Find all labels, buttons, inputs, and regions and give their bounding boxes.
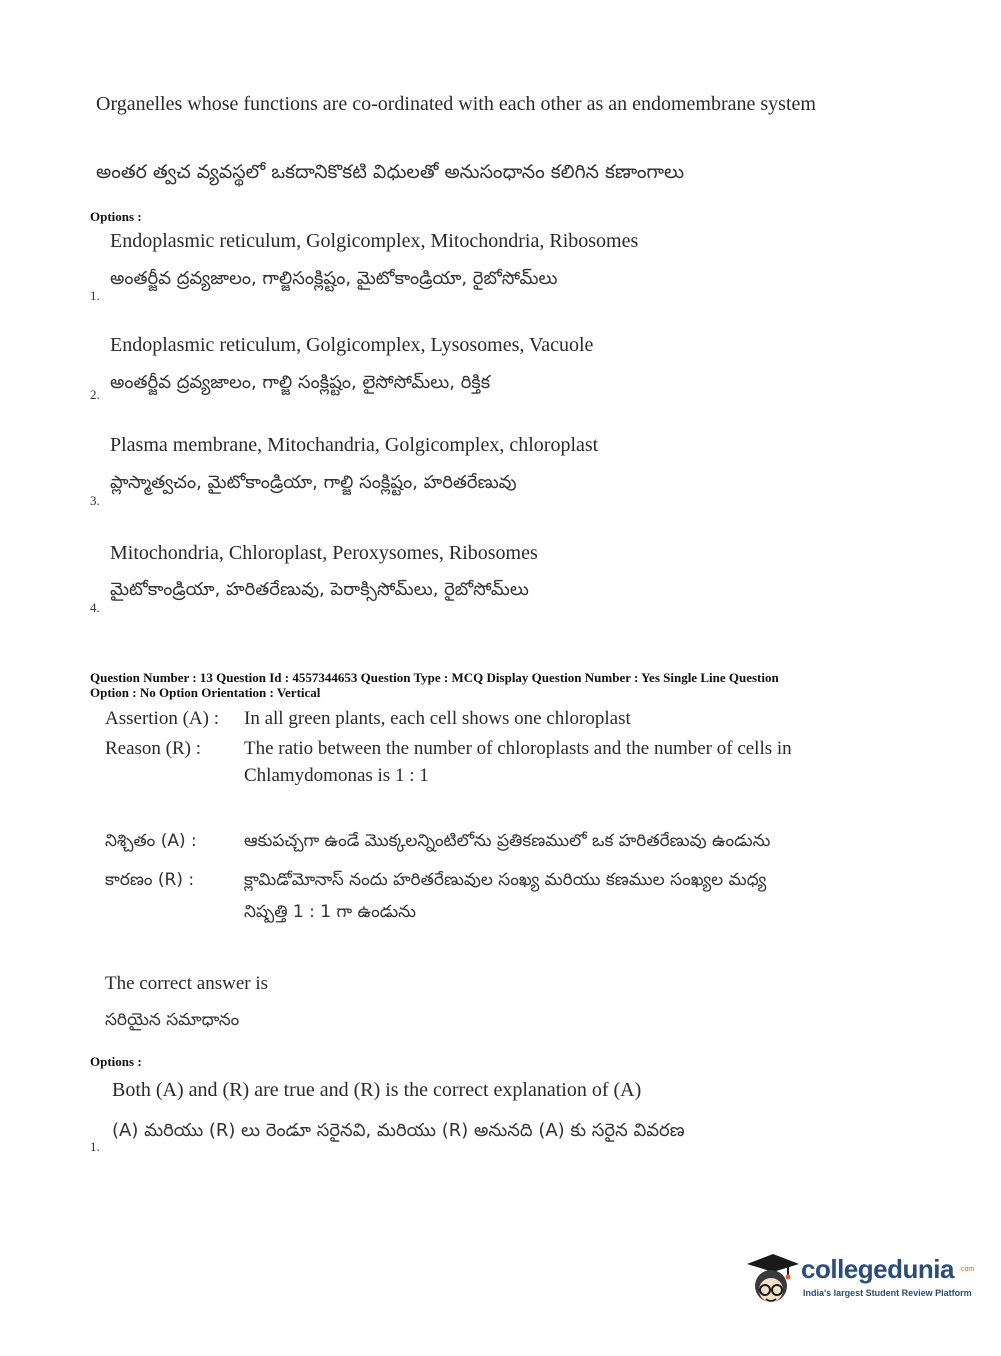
question-meta-line2: Option : No Option Orientation : Vertical <box>90 685 321 700</box>
collegedunia-logo <box>743 1250 973 1310</box>
option-number: 2. <box>90 387 100 402</box>
assertion-label: Assertion (A) : <box>105 708 219 729</box>
option-text-en: Plasma membrane, Mitochandria, Golgicomplex, chloroplast <box>110 434 599 456</box>
option-text-en: Endoplasmic reticulum, Golgicomplex, Lysosomes, Vacuole <box>110 334 594 356</box>
question-text-te: అంతర త్వచ వ్యవస్థలో ఒకదానికొకటి విధులతో అనుసంధానం కలిగిన కణాంగాలు <box>96 161 685 183</box>
options-label: Options : <box>90 209 142 224</box>
logo-tagline: India's largest Student Review Platform <box>803 1288 972 1298</box>
reason-text-te: క్లామిడోమోనాస్ నందు హరితరేణువుల సంఖ్య మరియు కణముల సంఖ్యల మధ్య <box>244 870 767 890</box>
reason-text: The ratio between the number of chloroplasts and the number of cells in <box>244 738 792 759</box>
option-text-te: మైటోకాండ్రియా, హరితరేణువు, పెరాక్సిసోమ్‌లు, రైబోసోమ్‌లు <box>110 579 529 600</box>
option-text-te: ప్లాస్మాత్వచం, మైటోకాండ్రియా, గాల్జి సంక్లిష్టం, హరితరేణువు <box>110 472 517 493</box>
option-text-en: Both (A) and (R) are true and (R) is the correct explanation of (A) <box>112 1079 642 1101</box>
option-text-te: అంతర్జీవ ద్రవ్యజాలం, గాల్జి సంక్లిష్టం, లైసోసోమ్‌లు, రిక్తిక <box>110 372 491 393</box>
correct-answer-prompt-te: సరియైన సమాధానం <box>105 1010 240 1030</box>
reason-label-te: కారణం (R) : <box>105 870 195 890</box>
option-text-en: Endoplasmic reticulum, Golgicomplex, Mitochondria, Ribosomes <box>110 230 639 252</box>
mascot-icon <box>743 1250 801 1310</box>
options-label: Options : <box>90 1054 142 1069</box>
reason-text-line2: Chlamydomonas is 1 : 1 <box>244 765 429 786</box>
assertion-label-te: నిశ్చితం (A) : <box>105 831 197 851</box>
option-number: 4. <box>90 600 100 615</box>
option-number: 3. <box>90 493 100 508</box>
reason-text-te-line2: నిష్పత్తి 1 : 1 గా ఉండును <box>244 902 417 922</box>
logo-wordmark: collegedunia <box>801 1254 954 1284</box>
option-number: 1. <box>90 288 100 303</box>
logo-suffix: .com <box>959 1266 975 1273</box>
question-meta: Question Number : 13 Question Id : 4557344653 Question Type : MCQ Display Question Number : Yes Single Line Question <box>90 670 779 685</box>
option-text-en: Mitochondria, Chloroplast, Peroxysomes, Ribosomes <box>110 542 538 564</box>
option-text-te: (A) మరియు (R) లు రెండూ సరైనవి, మరియు (R) అనునది (A) కు సరైన వివరణ <box>112 1120 685 1141</box>
correct-answer-prompt: The correct answer is <box>105 973 269 994</box>
option-text-te: అంతర్జీవ ద్రవ్యజాలం, గాల్జిసంక్లిష్టం, మైటోకాండ్రియా, రైబోసోమ్‌లు <box>110 268 558 289</box>
reason-label: Reason (R) : <box>105 738 202 759</box>
option-number: 1. <box>90 1139 100 1154</box>
assertion-text-te: ఆకుపచ్చగా ఉండే మొక్కలన్నింటిలోను ప్రతికణములో ఒక హరితరేణువు ఉండును <box>244 831 771 851</box>
question-text-en: Organelles whose functions are co-ordinated with each other as an endomembrane system <box>96 93 816 115</box>
assertion-text: In all green plants, each cell shows one chloroplast <box>244 708 631 729</box>
